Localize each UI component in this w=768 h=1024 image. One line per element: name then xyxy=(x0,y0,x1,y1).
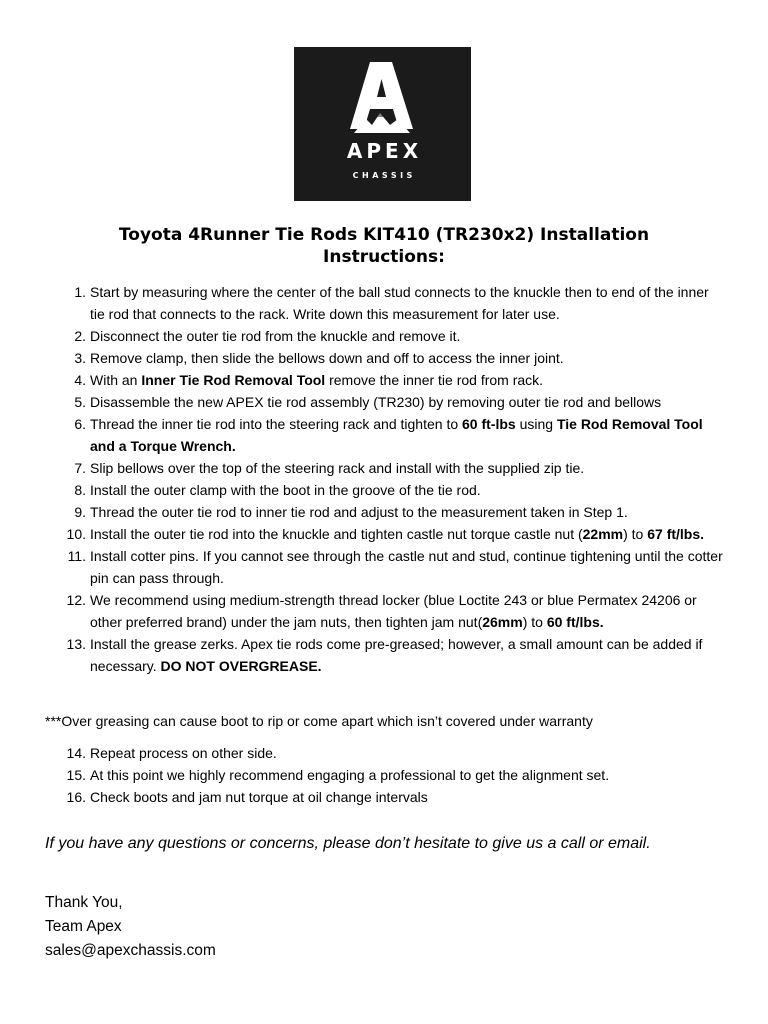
warranty-warning-note: ***Over greasing can cause boot to rip or come apart which isn’t covered under warranty xyxy=(45,713,593,729)
list-item: 14. Repeat process on other side. xyxy=(66,745,277,761)
closing-message: If you have any questions or concerns, please don’t hesitate to give us a call or email. xyxy=(45,835,651,852)
signature-thanks: Thank You, xyxy=(45,894,123,911)
torque-value: 67 ft/lbs. xyxy=(647,526,705,542)
apex-chassis-logo xyxy=(294,47,471,201)
installation-steps xyxy=(52,281,727,677)
torque-value: 60 ft/lbs. xyxy=(546,614,604,630)
list-item: 15. At this point we highly recommend engaging a professional to get the alignment set. xyxy=(66,767,610,783)
list-item: 5. Disassemble the new APEX tie rod assembly (TR230) by removing outer tie rod and bellows xyxy=(74,394,662,410)
list-item: 7. Slip bellows over the top of the steering rack and install with the supplied zip tie. xyxy=(74,460,585,476)
signature-team: Team Apex xyxy=(45,918,122,935)
list-item: 4. With an Inner Tie Rod Removal Tool remove the inner tie rod from rack. xyxy=(74,372,544,388)
document-title: Toyota 4Runner Tie Rods KIT410 (TR230x2) Installation Instructions: xyxy=(118,225,650,267)
list-item: 9. Thread the outer tie rod to inner tie rod and adjust to the measurement taken in Step 1. xyxy=(74,504,628,520)
list-item: 3. Remove clamp, then slide the bellows down and off to access the inner joint. xyxy=(74,350,564,366)
logo-subtitle: CHASSIS xyxy=(352,171,416,180)
tool-name: Inner Tie Rod Removal Tool xyxy=(141,372,326,388)
list-item: 6. Thread the inner tie rod into the steering rack and tighten to 60 ft-lbs using Tie Rod Removal Tool and a Torque Wrench. xyxy=(74,416,703,454)
list-item: 13. Install the grease zerks. Apex tie rods come pre-greased; however, a small amount can be added if necessary. DO NOT OVERGREASE. xyxy=(66,636,703,674)
list-item: 16. Check boots and jam nut torque at oil change intervals xyxy=(66,789,428,805)
list-item: 12. We recommend using medium-strength thread locker (blue Loctite 243 or blue Permatex 24206 or other preferred brand) under the jam nuts, then tighten jam nut(26mm) to 60 ft/lbs. xyxy=(66,592,697,630)
contact-email: sales@apexchassis.com xyxy=(45,942,216,959)
logo-wordmark: APEX xyxy=(346,139,423,163)
socket-size: 26mm xyxy=(482,614,523,630)
torque-value: 60 ft-lbs xyxy=(462,416,516,432)
list-item: 10. Install the outer tie rod into the knuckle and tighten castle nut torque castle nut (22mm) to 67 ft/lbs. xyxy=(66,526,705,542)
list-item: 1. Start by measuring where the center of the ball stud connects to the knuckle then to end of the inner tie rod that connects to the rack. Write down this measurement for later use. xyxy=(74,284,709,322)
socket-size: 22mm xyxy=(582,526,624,542)
warning-text: DO NOT OVERGREASE. xyxy=(160,658,322,674)
installation-steps-continued xyxy=(52,742,727,808)
list-item: 8. Install the outer clamp with the boot in the groove of the tie rod. xyxy=(74,482,481,498)
signature-block xyxy=(45,891,216,963)
tool-name: Tie Rod Removal Tool and a Torque Wrench. xyxy=(90,416,703,454)
list-item: 2. Disconnect the outer tie rod from the knuckle and remove it. xyxy=(74,328,461,344)
list-item: 11. Install cotter pins. If you cannot see through the castle nut and stud, continue tightening until the cotter pin can pass through. xyxy=(67,548,723,586)
